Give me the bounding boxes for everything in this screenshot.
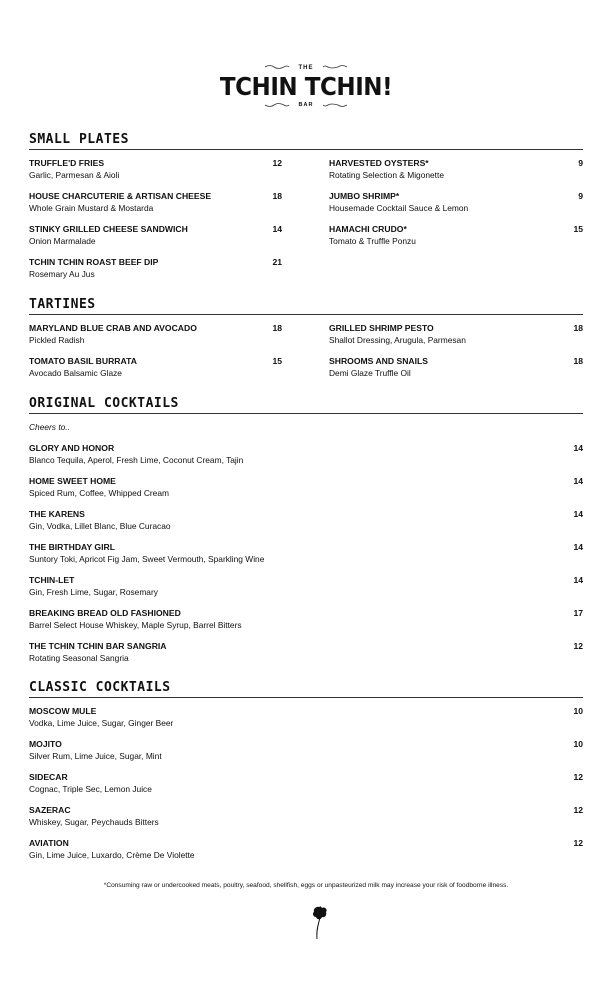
menu-item xyxy=(29,321,282,354)
section-title: ORIGINAL COCKTAILS xyxy=(29,395,583,414)
item-price: 15 xyxy=(573,224,583,234)
item-name: TRUFFLE'D FRIES xyxy=(29,158,105,168)
item-name: THE TCHIN TCHIN BAR SANGRIA xyxy=(29,641,167,651)
item-name: JUMBO SHRIMP* xyxy=(329,191,400,201)
item-desc: Suntory Toki, Apricot Fig Jam, Sweet Vermouth, Sparkling Wine xyxy=(29,554,265,564)
item-price: 14 xyxy=(573,542,583,552)
logo-bottom-line xyxy=(0,101,612,110)
swirl-right-icon xyxy=(322,64,348,70)
section-tartines xyxy=(29,296,583,387)
section-title: TARTINES xyxy=(29,296,583,315)
item-name: SIDECAR xyxy=(29,772,68,782)
item-desc: Shallot Dressing, Arugula, Parmesan xyxy=(329,335,466,345)
item-name: THE BIRTHDAY GIRL xyxy=(29,542,115,552)
menu-item xyxy=(29,441,583,474)
section-classic-cocktails xyxy=(29,679,583,869)
item-price: 18 xyxy=(272,323,282,333)
item-price: 9 xyxy=(578,191,583,201)
menu-item xyxy=(29,189,282,222)
menu-item xyxy=(329,222,583,255)
item-desc: Spiced Rum, Coffee, Whipped Cream xyxy=(29,488,169,498)
menu-item xyxy=(329,354,583,387)
item-desc: Whiskey, Sugar, Peychauds Bitters xyxy=(29,817,159,827)
menu-item xyxy=(29,354,282,387)
item-name: SHROOMS AND SNAILS xyxy=(329,356,428,366)
item-desc: Blanco Tequila, Aperol, Fresh Lime, Coconut Cream, Tajin xyxy=(29,455,244,465)
item-price: 12 xyxy=(573,772,583,782)
item-price: 14 xyxy=(573,476,583,486)
logo-the-text: THE xyxy=(298,65,314,71)
item-name: HOUSE CHARCUTERIE & ARTISAN CHEESE xyxy=(29,191,212,201)
item-name: MARYLAND BLUE CRAB AND AVOCADO xyxy=(29,323,197,333)
logo xyxy=(0,64,612,110)
item-name: MOJITO xyxy=(29,739,62,749)
item-name: STINKY GRILLED CHEESE SANDWICH xyxy=(29,224,188,234)
item-desc: Cognac, Triple Sec, Lemon Juice xyxy=(29,784,152,794)
item-name: HAMACHI CRUDO* xyxy=(329,224,407,234)
item-desc: Rotating Selection & Migonette xyxy=(329,170,444,180)
item-name: HOME SWEET HOME xyxy=(29,476,116,486)
section-original-cocktails xyxy=(29,395,583,672)
item-price: 10 xyxy=(573,706,583,716)
menu-item xyxy=(329,156,583,189)
item-price: 14 xyxy=(573,575,583,585)
item-price: 18 xyxy=(573,356,583,366)
menu-item xyxy=(29,836,583,869)
menu-item xyxy=(29,803,583,836)
foodborne-illness-disclaimer: *Consuming raw or undercooked meats, poultry, seafood, shellfish, eggs or unpasteurized milk may increase your risk of foodborne illness. xyxy=(103,882,509,889)
item-price: 12 xyxy=(272,158,282,168)
menu-item xyxy=(29,770,583,803)
menu-item xyxy=(29,573,583,606)
item-desc: Gin, Lime Juice, Luxardo, Crème De Violette xyxy=(29,850,195,860)
item-price: 18 xyxy=(272,191,282,201)
item-name: GLORY AND HONOR xyxy=(29,443,115,453)
item-price: 21 xyxy=(272,257,282,267)
section-note: Cheers to.. xyxy=(29,422,70,432)
swirl-left-bottom-icon xyxy=(264,102,290,108)
item-name: AVIATION xyxy=(29,838,69,848)
item-desc: Gin, Fresh Lime, Sugar, Rosemary xyxy=(29,587,158,597)
item-name: GRILLED SHRIMP PESTO xyxy=(329,323,434,333)
item-price: 10 xyxy=(573,739,583,749)
logo-bar-text: BAR xyxy=(298,102,314,108)
item-desc: Vodka, Lime Juice, Sugar, Ginger Beer xyxy=(29,718,174,728)
section-title: SMALL PLATES xyxy=(29,131,583,150)
menu-item xyxy=(29,507,583,540)
menu-item xyxy=(29,606,583,639)
menu-item xyxy=(29,704,583,737)
item-desc: Silver Rum, Lime Juice, Sugar, Mint xyxy=(29,751,162,761)
item-desc: Garlic, Parmesan & Aioli xyxy=(29,170,120,180)
section-small-plates xyxy=(29,131,583,288)
item-desc: Avocado Balsamic Glaze xyxy=(29,368,122,378)
logo-title: TCHIN TCHIN! xyxy=(219,72,393,101)
item-desc: Onion Marmalade xyxy=(29,236,96,246)
item-price: 12 xyxy=(573,805,583,815)
item-name: TCHIN TCHIN ROAST BEEF DIP xyxy=(29,257,159,267)
menu-item xyxy=(29,156,282,189)
item-price: 15 xyxy=(272,356,282,366)
item-name: TCHIN-LET xyxy=(29,575,75,585)
item-name: HARVESTED OYSTERS* xyxy=(329,158,429,168)
item-name: BREAKING BREAD OLD FASHIONED xyxy=(29,608,181,618)
menu-item xyxy=(29,639,583,672)
item-desc: Whole Grain Mustard & Mostarda xyxy=(29,203,154,213)
item-price: 18 xyxy=(573,323,583,333)
item-desc: Gin, Vodka, Lillet Blanc, Blue Curacao xyxy=(29,521,171,531)
menu-item xyxy=(29,540,583,573)
menu-item xyxy=(29,737,583,770)
swirl-right-bottom-icon xyxy=(322,102,348,108)
menu-item xyxy=(29,255,282,288)
item-price: 14 xyxy=(573,509,583,519)
item-desc: Rosemary Au Jus xyxy=(29,269,95,279)
menu-item xyxy=(329,321,583,354)
item-name: MOSCOW MULE xyxy=(29,706,97,716)
item-price: 14 xyxy=(573,443,583,453)
item-price: 14 xyxy=(272,224,282,234)
menu-item xyxy=(329,189,583,222)
item-price: 9 xyxy=(578,158,583,168)
item-desc: Barrel Select House Whiskey, Maple Syrup, Barrel Bitters xyxy=(29,620,242,630)
swirl-left-icon xyxy=(264,64,290,70)
item-name: TOMATO BASIL BURRATA xyxy=(29,356,137,366)
item-name: THE KARENS xyxy=(29,509,85,519)
item-price: 17 xyxy=(573,608,583,618)
menu-item xyxy=(29,474,583,507)
item-desc: Housemade Cocktail Sauce & Lemon xyxy=(329,203,469,213)
item-price: 12 xyxy=(573,641,583,651)
item-price: 12 xyxy=(573,838,583,848)
item-desc: Rotating Seasonal Sangria xyxy=(29,653,129,663)
poppy-flower-icon xyxy=(310,905,330,941)
item-name: SAZERAC xyxy=(29,805,71,815)
menu-item xyxy=(29,222,282,255)
item-desc: Pickled Radish xyxy=(29,335,85,345)
section-title: CLASSIC COCKTAILS xyxy=(29,679,583,698)
item-desc: Tomato & Truffle Ponzu xyxy=(329,236,416,246)
item-desc: Demi Glaze Truffle Oil xyxy=(329,368,411,378)
